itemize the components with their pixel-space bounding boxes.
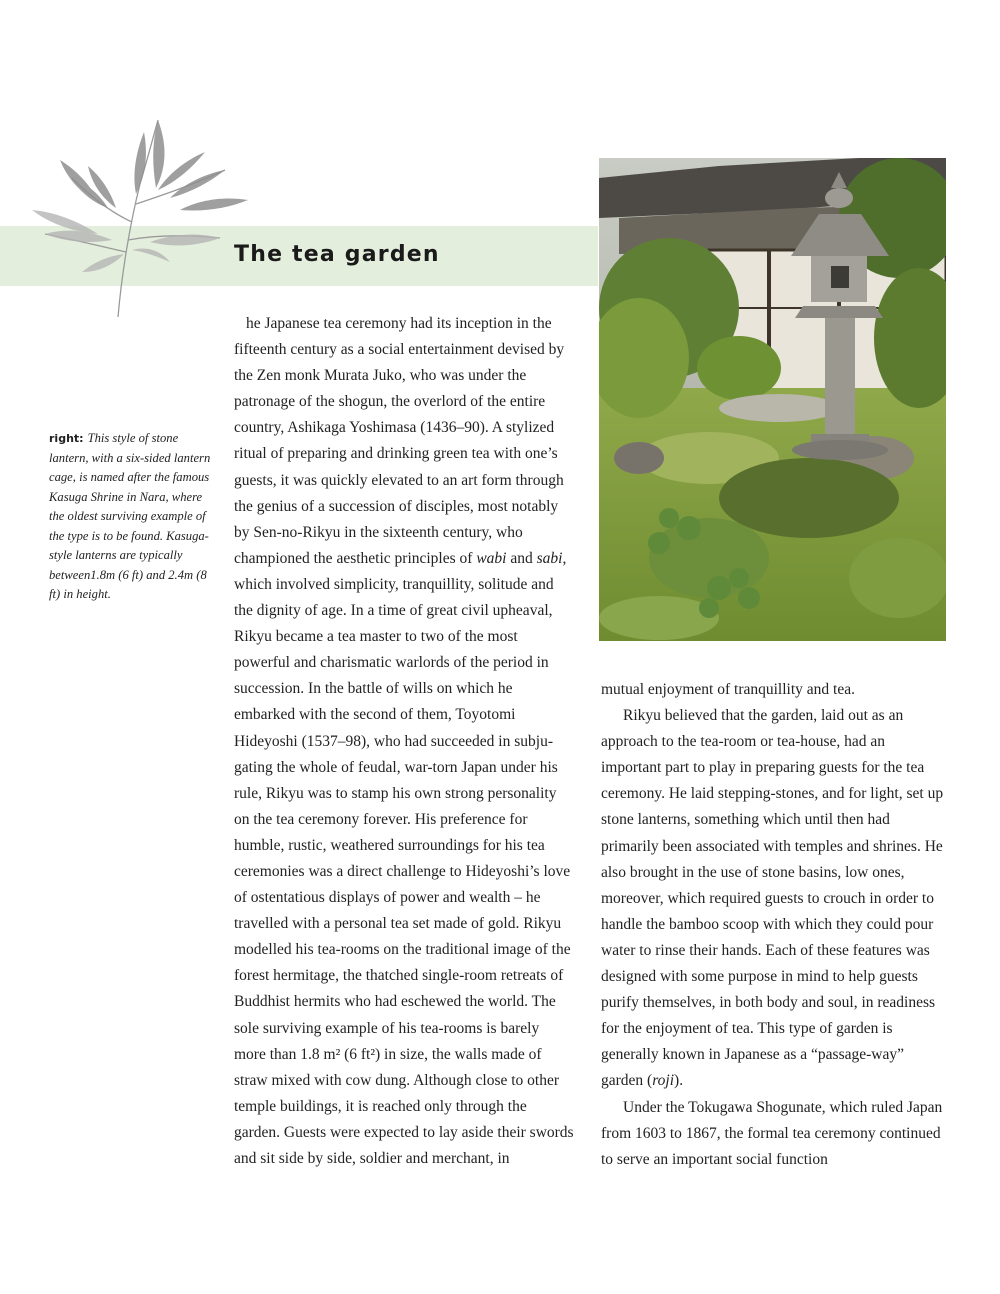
body-column-left	[234, 311, 574, 1172]
caption-label: right:	[49, 432, 84, 445]
body-paragraph: Under the Tokugawa Shogunate, which ruled Japan from 1603 to 1867, the formal tea ceremony continued to serve an important social function	[601, 1098, 943, 1168]
photo-caption	[49, 429, 214, 605]
bamboo-illustration	[20, 112, 250, 324]
section-title: The tea garden	[234, 242, 440, 267]
body-paragraph: Rikyu believed that the garden, laid out as an approach to the tea-room or tea-house, had an important part to play in preparing guests for the tea ceremony. He laid stepping-stones, and for light, set up stone lanterns, something which until then had primarily been associated with temples and shrines. He also brought in the use of stone basins, low ones, moreover, which required guests to crouch in order to handle the bamboo scoop with which they could pour water to rinse their hands. Each of these features was designed with some purpose in mind to help guests purify themselves, in both body and soul, in readiness for the enjoyment of tea. This type of garden is generally known in Japanese as a “passage-way” garden (roji).	[601, 707, 944, 1090]
body-paragraph: he Japanese tea ceremony had its inception in the fifteenth century as a social entertainment devised by the Zen monk Murata Juko, who was under the patronage of the shogun, the overlord of the entire country, Ashikaga Yoshimasa (1436–90). A stylized ritual of preparing and drinking green tea with one’s guests, it was quickly elevated to an art form through the genius of a succession of disciples, most notably by Sen-no-Rikyu in the sixteenth century, who championed the aesthetic principles of wabi and sabi, which involved simplicity, tranquillity, solitude and the dignity of age. In a time of great civil upheaval, Rikyu became a tea master to two of the most powerful and charismatic warlords of the period in succession. In the battle of wills on which he embarked with the second of them, Toyotomi Hideyoshi (1537–98), who had succeeded in subju-gating the whole of feudal, war-torn Japan under his rule, Rikyu was to stamp his own strong personality on the tea ceremony forever. His preference for humble, rustic, weathered surroundings for his tea ceremonies was a direct challenge to Hideyoshi’s love of ostentatious displays of power and wealth – he travelled with a personal tea set made of gold. Rikyu modelled his tea-rooms on the traditional image of the forest hermitage, the thatched single-room retreats of Buddhist hermits who had eschewed the world. The sole surviving example of his tea-rooms is barely more than 1.8 m² (6 ft²) in size, the walls made of straw mixed with cow dung. Although close to other temple buildings, it is reached only through the garden. Guests were expected to lay aside their swords and sit side by side, soldier and merchant, in	[234, 315, 574, 1167]
caption-text: This style of stone lantern, with a six-sided lantern cage, is named after the famous Kasuga Shrine in Nara, where the oldest surviving example of the type is to be found. Kasuga-style lanterns are typically between1.8m (6 ft) and 2.4m (8 ft) in height.	[49, 431, 211, 601]
stone-lantern-photo	[599, 158, 946, 641]
body-paragraph-continued: mutual enjoyment of tranquillity and tea.	[601, 681, 855, 698]
body-column-right	[601, 677, 945, 1173]
